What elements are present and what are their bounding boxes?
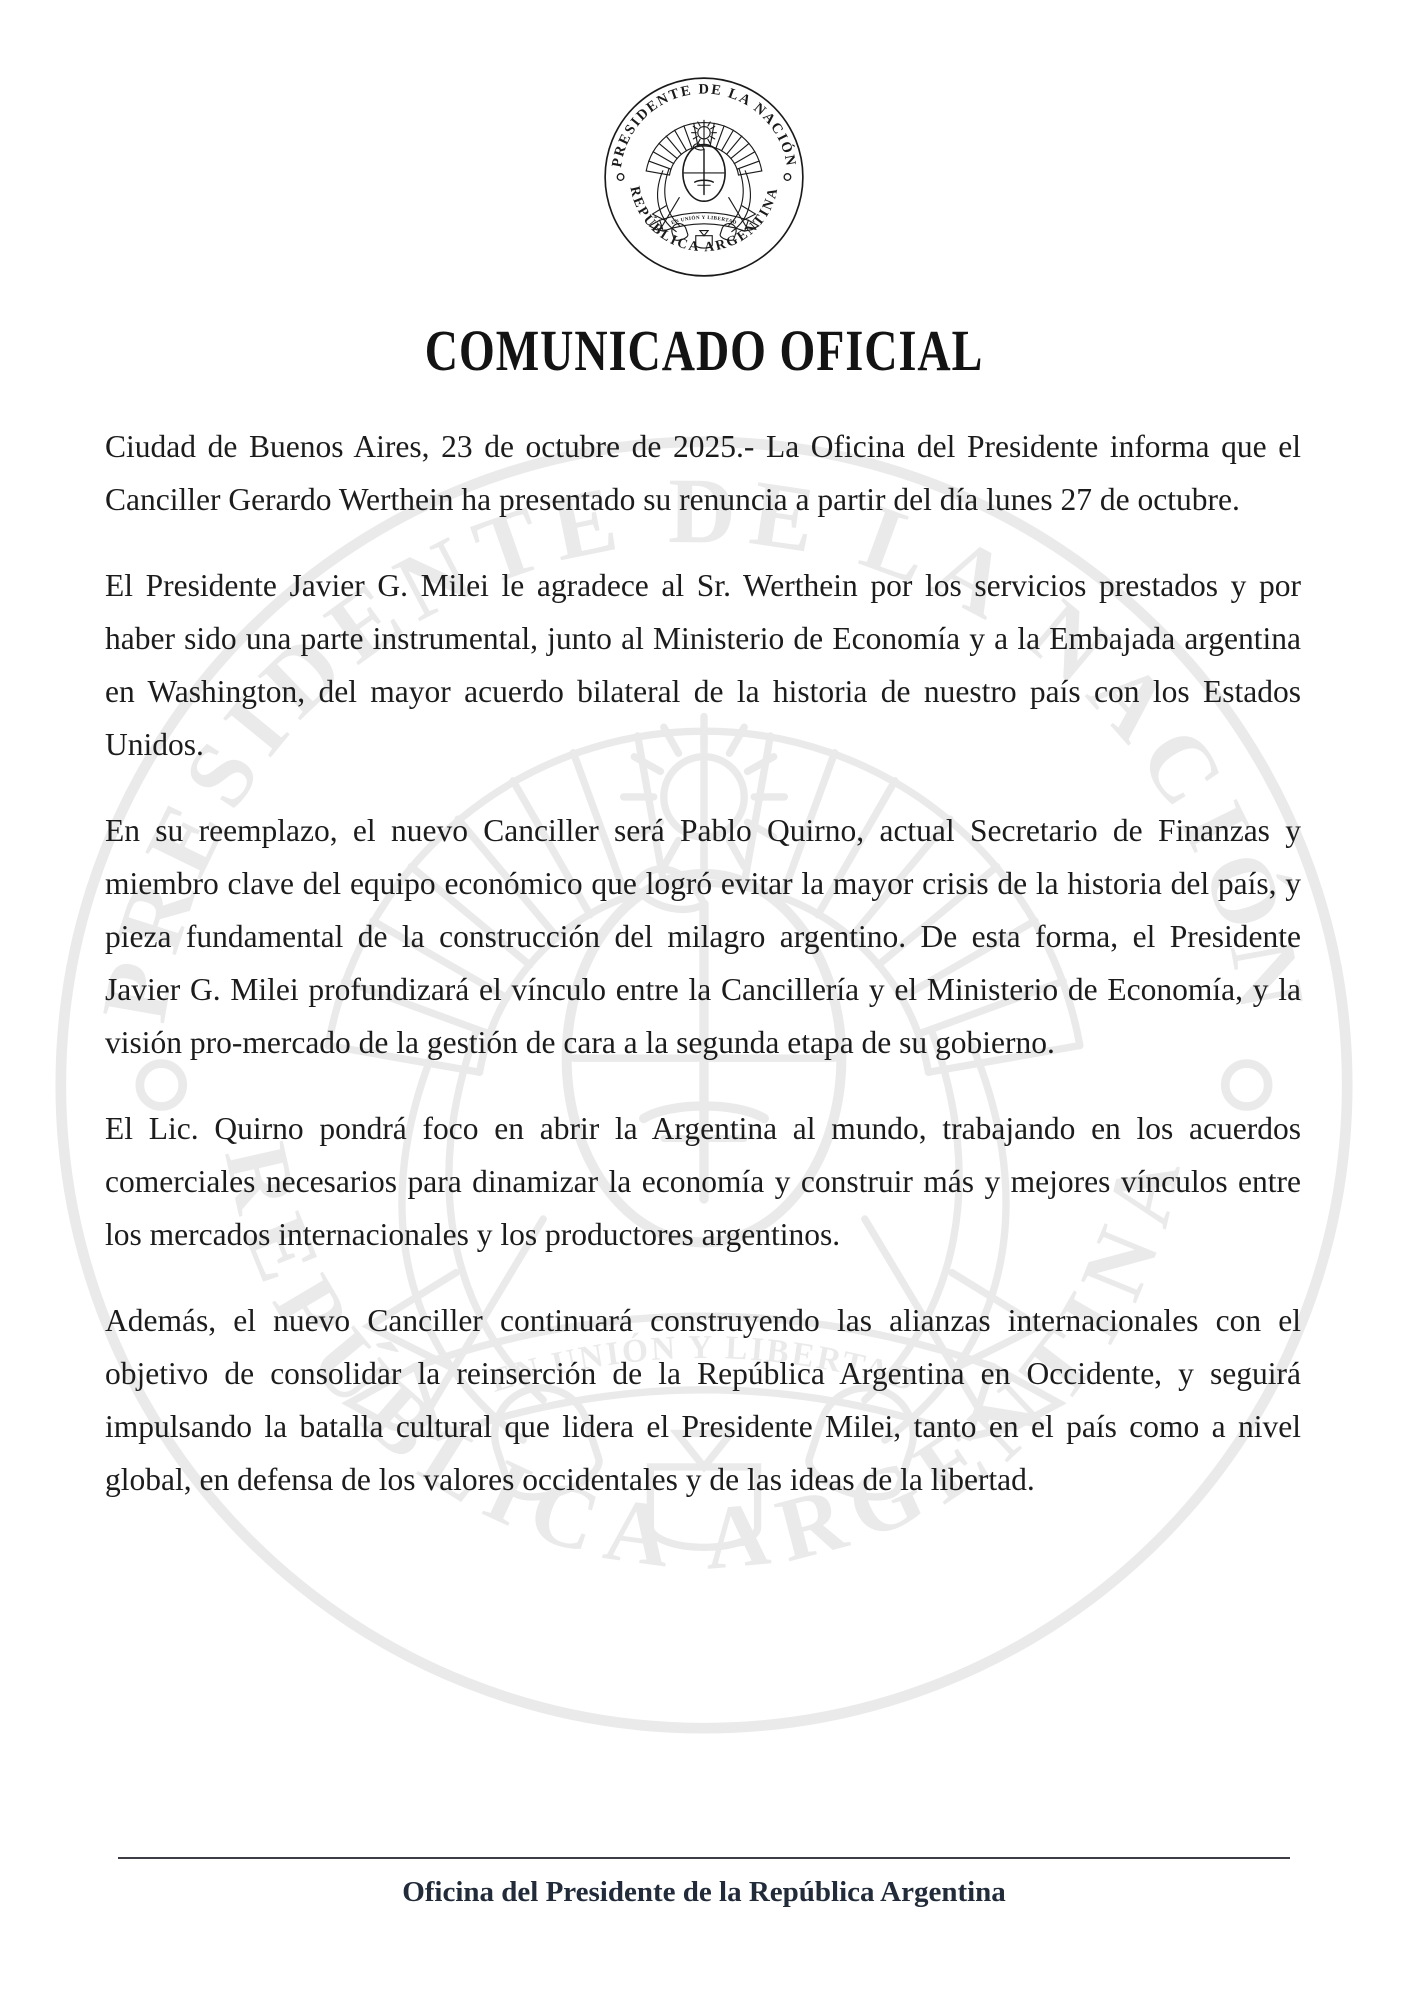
paragraph-2: El Presidente Javier G. Milei le agradece al Sr. Werthein por los servicios prestados y por haber sido una parte instrumental, junto al Ministerio de Economía y a la Embajada argentina en Washington, del mayor acuerdo bilateral de la historia de nuestro país con los Estados Unidos. (105, 568, 1301, 762)
paragraph-4: El Lic. Quirno pondrá foco en abrir la Argentina al mundo, trabajando en los acuerdos comerciales necesarios para dinamizar la economía y construir más y mejores vínculos entre los mercados internacionales y los productores argentinos. (105, 1111, 1301, 1252)
paragraph-5: Además, el nuevo Canciller continuará construyendo las alianzas internacionales con el objetivo de consolidar la reinserción de la República Argentina en Occidente, y seguirá impulsando la batalla cultural que lidera el Presidente Milei, tanto en el país como a nivel global, en defensa de los valores occidentales y de las ideas de la libertad. (105, 1303, 1301, 1497)
footer-org-name: Oficina del Presidente de la República Argentina (402, 1876, 1006, 1908)
paragraph-1: Ciudad de Buenos Aires, 23 de octubre de 2025.- La Oficina del Presidente informa que el Canciller Gerardo Werthein ha presentado su renuncia a partir del día lunes 27 de octubre. (105, 429, 1301, 517)
presidential-seal-icon (601, 74, 807, 280)
footer-divider (118, 1857, 1290, 1859)
page-title: COMUNICADO OFICIAL (424, 318, 984, 383)
document-body (105, 420, 1301, 1506)
paragraph-3: En su reemplazo, el nuevo Canciller será Pablo Quirno, actual Secretario de Finanzas y miembro clave del equipo económico que logró evitar la mayor crisis de la historia del país, y pieza fundamental de la construcción del milagro argentino. De esta forma, el Presidente Javier G. Milei profundizará el vínculo entre la Cancillería y el Ministerio de Economía, y la visión pro-mercado de la gestión de cara a la segunda etapa de su gobierno. (105, 813, 1301, 1060)
